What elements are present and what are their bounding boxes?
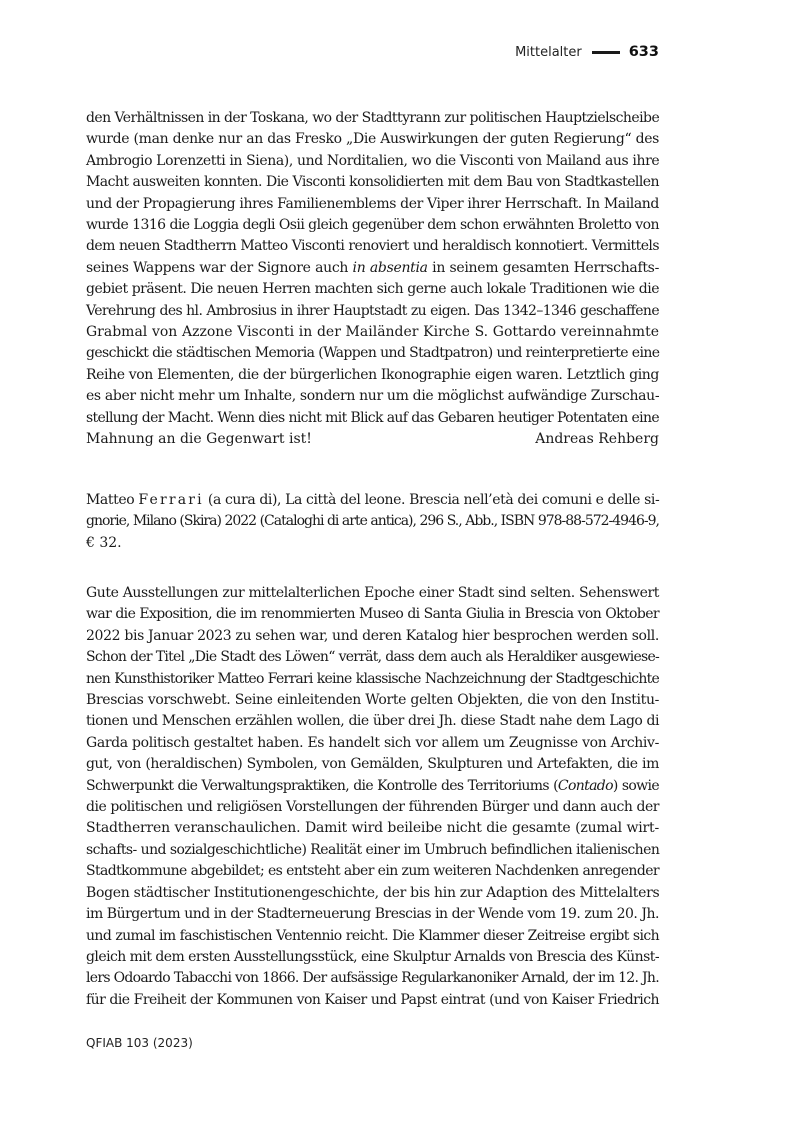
- text-line: die politischen und religiösen Vorstellungen der führenden Bürger und dann auch der: [86, 799, 659, 816]
- text-segment: ) sowie: [612, 777, 659, 794]
- running-header: [515, 44, 659, 60]
- text-line: 2022 bis Januar 2023 zu sehen war, und deren Katalog hier besprochen werden soll.: [86, 627, 659, 644]
- text-line: Reihe von Elementen, die der bürgerlichen Ikonographie eigen waren. Letztlich ging: [86, 366, 659, 383]
- text-line: dem neuen Stadtherrn Matteo Visconti renoviert und heraldisch konnotiert. Vermittels: [86, 238, 659, 255]
- text-line: gleich mit dem ersten Ausstellungsstück, eine Skulptur Arnalds von Brescia des Künst-: [86, 948, 659, 965]
- text-line: € 32.: [86, 534, 122, 551]
- text-line: geschickt die städtischen Memoria (Wappen und Stadtpatron) und reinterpretierte eine: [86, 345, 660, 362]
- text-line: Bogen städtischer Institutionengeschichte, der bis hin zur Adaption des Mittelalters: [86, 884, 660, 901]
- text-line: es aber nicht mehr um Inhalte, sondern nur um die möglichst aufwändige Zurschau-: [86, 388, 660, 405]
- text-line: gebiet präsent. Die neuen Herren machten sich gerne auch lokale Traditionen wie die: [86, 281, 659, 298]
- text-line: lers Odoardo Tabacchi von 1866. Der aufsässige Regularkanoniker Arnald, der im 12. Jh.: [86, 970, 659, 987]
- review-continuation: [86, 108, 659, 451]
- review-body: [86, 583, 659, 1011]
- review-author: Andreas Rehberg: [535, 431, 659, 448]
- header-rule: [592, 51, 620, 54]
- journal-footer: QFIAB 103 (2023): [86, 1036, 193, 1050]
- text-line: wurde (man denke nur an das Fresko „Die Auswirkungen der guten Regierung“ des: [86, 131, 659, 148]
- text-line: Verehrung des hl. Ambrosius in ihrer Hauptstadt zu eigen. Das 1342–1346 geschaffene: [86, 302, 659, 319]
- text-line: wurde 1316 die Loggia degli Osii gleich gegenüber dem schon erwähnten Broletto von: [86, 217, 659, 234]
- text-line: Garda politisch gestaltet haben. Es handelt sich vor allem um Zeugnisse von Archiv-: [86, 734, 659, 751]
- text-line: [86, 490, 659, 511]
- text-line: den Verhältnissen in der Toskana, wo der Stadttyrann zur politischen Hauptzielscheibe: [86, 110, 660, 126]
- text-segment: Schwerpunkt die Verwaltungspraktiken, die Kontrolle des Territoriums (: [86, 777, 558, 794]
- text-line: Brescias vorschwebt. Seine einleitenden Worte gelten Objekten, die von den Institu-: [86, 692, 659, 709]
- header-section-title: Mittelalter: [515, 44, 582, 60]
- text-line: [86, 258, 659, 279]
- text-line: und der Propagierung ihres Familienemblems der Viper ihrer Herrschaft. In Mailand: [86, 195, 659, 212]
- text-line: [86, 776, 659, 797]
- text-segment: (a cura di), La città del leone. Brescia nell’età dei comuni e delle si-: [207, 492, 660, 508]
- text-line: Grabmal von Azzone Visconti in der Mailänder Kirche S. Gottardo vereinnahmte: [86, 324, 659, 341]
- text-line: stellung der Macht. Wenn dies nicht mit Blick auf das Gebaren heutiger Potentaten eine: [86, 409, 659, 426]
- text-line: Ambrogio Lorenzetti in Siena), und Norditalien, wo die Visconti von Mailand aus ihre: [86, 152, 660, 169]
- text-line: im Bürgertum und in der Stadterneuerung Brescias in der Wende vom 19. zum 20. Jh.: [86, 906, 659, 923]
- text-line-with-signature: [86, 429, 659, 450]
- text-segment: in seinem gesamten Herrschafts-: [427, 259, 660, 276]
- editor-first-name: Matteo: [86, 492, 135, 508]
- text-line: Schon der Titel „Die Stadt des Löwen“ verrät, dass dem auch als Heraldiker ausgewiese-: [86, 649, 659, 666]
- text-line: Gute Ausstellungen zur mittelalterlichen Epoche einer Stadt sind selten. Sehenswert: [86, 585, 659, 601]
- text-segment: Mahnung an die Gegenwart ist!: [86, 431, 312, 448]
- text-line: für die Freiheit der Kommunen von Kaiser und Papst eintrat (und von Kaiser Friedrich: [86, 991, 659, 1008]
- bibliographic-entry: [86, 490, 659, 554]
- editor-surname: Ferrari: [138, 492, 204, 508]
- text-line: schafts- und sozialgeschichtliche) Realität einer im Umbruch befindlichen italienischen: [86, 841, 660, 858]
- page-number: 633: [628, 44, 659, 60]
- text-line: Macht ausweiten konnten. Die Visconti konsolidierten mit dem Bau von Stadtkastellen: [86, 174, 659, 191]
- text-line: gut, von (heraldischen) Symbolen, von Gemälden, Skulpturen und Artefakten, die im: [86, 756, 659, 773]
- text-line: Stadtkommune abgebildet; es entsteht aber ein zum weiteren Nachdenken anregender: [86, 863, 659, 880]
- text-segment: seines Wappens war der Signore auch: [86, 259, 353, 276]
- italic-term: in absentia: [352, 259, 428, 276]
- text-line: nen Kunsthistoriker Matteo Ferrari keine klassische Nachzeichnung der Stadtgeschichte: [86, 670, 659, 687]
- text-line: tionen und Menschen erzählen wollen, die über drei Jh. diese Stadt nahe dem Lago di: [86, 713, 659, 730]
- text-line: gnorie, Milano (Skira) 2022 (Cataloghi di arte antica), 296 S., Abb., ISBN 978-88-572-4946-9,: [86, 513, 659, 530]
- italic-term: Contado: [557, 777, 613, 794]
- text-line: Stadtherren veranschaulichen. Damit wird beileibe nicht die gesamte (zumal wirt-: [86, 820, 659, 837]
- text-line: und zumal im faschistischen Ventennio reicht. Die Klammer dieser Zeitreise ergibt sich: [86, 927, 659, 944]
- text-line: war die Exposition, die im renommierten Museo di Santa Giulia in Brescia von Oktober: [86, 606, 659, 623]
